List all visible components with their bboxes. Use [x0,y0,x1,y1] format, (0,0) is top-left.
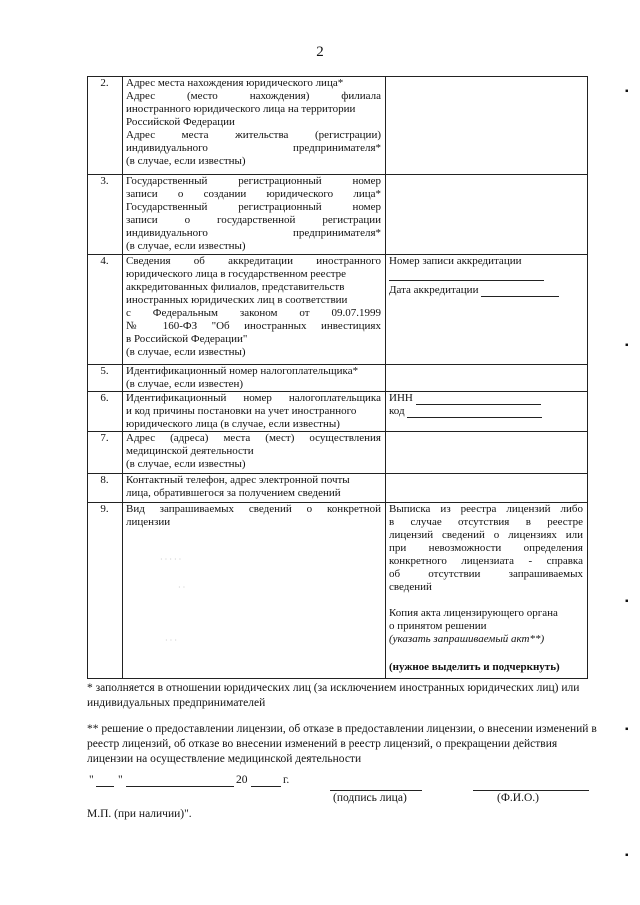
accreditation-number-label: Номер записи аккредитации [389,255,522,267]
scan-edge-mark: ▪ [625,340,629,351]
desc-line: записи о создании юридического лица* [126,188,381,200]
desc-line: Адрес (место нахождения) филиала [126,90,381,102]
date-year-suffix: г. [283,774,290,786]
desc-line: Адрес (адреса) места (мест) осуществления [126,432,381,444]
table-row [88,474,588,503]
footnote-legal-entities: * заполняется в отношении юридических лиц (за исключением иностранных юридических лиц) или индивидуальных предпринимателей [87,682,580,709]
row-value-cell[interactable] [386,432,588,474]
row-value-cell[interactable] [386,175,588,255]
row-number: 2. [88,77,123,175]
desc-line: индивидуального предпринимателя* [126,142,381,154]
table-row [88,503,588,679]
row-value-cell[interactable] [386,503,588,679]
date-year-prefix: 20 [236,774,248,786]
row-number: 5. [88,365,123,392]
row-number: 9. [88,503,123,679]
row-value-cell[interactable] [386,474,588,503]
table-row [88,77,588,175]
inn-field[interactable] [416,394,541,405]
inn-label: ИНН [389,392,413,404]
row-number: 3. [88,175,123,255]
option-line: при невозможности определения [389,542,583,554]
desc-line: Государственный регистрационный номер [126,201,381,213]
row-description [123,255,386,365]
row-description [123,474,386,503]
accreditation-date-label: Дата аккредитации [389,284,479,296]
date-month-field[interactable] [126,786,234,787]
desc-line: в Российской Федерации" [126,333,248,345]
row-description [123,77,386,175]
row-description [123,175,386,255]
desc-line: индивидуального предпринимателя* [126,227,381,239]
desc-line: лица, обратившегося за получением сведений [126,487,341,499]
desc-line: Контактный телефон, адрес электронной почты [126,474,350,486]
table-row [88,432,588,474]
desc-line: № 160-ФЗ "Об иностранных инвестициях [126,320,381,332]
desc-line: иностранного юридического лица на территории [126,103,356,115]
desc-line: (в случае, если известны) [126,346,246,358]
row-number: 4. [88,255,123,365]
row-number: 7. [88,432,123,474]
desc-line: Идентификационный номер налогоплательщика* [126,365,359,377]
desc-line: юридического лица (в случае, если известны) [126,418,340,430]
stamp-note: М.П. (при наличии)". [87,808,192,820]
date-quote-open: " [89,774,94,786]
desc-line: (в случае, если известны) [126,458,246,470]
desc-line: Адрес места жительства (регистрации) [126,129,381,141]
desc-line: аккредитованных филиалов, представительств [126,281,345,293]
desc-line: Идентификационный номер налогоплательщика [126,392,381,404]
scan-artifact: · · · · · [160,555,182,564]
desc-line: Адрес места нахождения юридического лица* [126,77,344,89]
row-description [123,365,386,392]
signature-label: (подпись лица) [333,792,407,804]
row-value-cell[interactable] [386,365,588,392]
option-line: (указать запрашиваемый акт**) [389,633,545,645]
desc-line: лицензии [126,516,171,528]
desc-line: Сведения об аккредитации иностранного [126,255,381,267]
desc-line: записи о государственной регистрации [126,214,381,226]
code-label: код [389,405,405,417]
desc-line: (в случае, если известен) [126,378,244,390]
row-number: 6. [88,392,123,432]
date-day-field[interactable] [96,786,114,787]
accreditation-date-field[interactable] [481,286,559,297]
option-line: конкретного лицензиата - справка [389,555,583,567]
scan-artifact: · · [178,583,186,592]
scan-artifact: · · · [165,636,177,645]
scan-edge-mark: ▪ [625,86,629,97]
row-value-cell[interactable] [386,77,588,175]
accreditation-number-field[interactable] [389,270,544,281]
desc-line: иностранных юридических лиц в соответствии [126,294,348,306]
row-description [123,503,386,679]
signature-field[interactable] [330,790,422,791]
option-line: в случае отсутствия в реестре [389,516,583,528]
row-value-cell[interactable] [386,255,588,365]
request-form-table [87,76,588,679]
option-line: о принятом решении [389,620,487,632]
date-quote-close: " [118,774,123,786]
option-line: лицензий сведений о лицензиях или [389,529,583,541]
selection-instruction: (нужное выделить и подчеркнуть) [389,661,560,673]
option-line: Выписка из реестра лицензий либо [389,503,583,515]
desc-line: Вид запрашиваемых сведений о конкретной [126,503,381,515]
date-year-field[interactable] [251,786,281,787]
desc-line: с Федеральным законом от 09.07.1999 [126,307,381,319]
full-name-label: (Ф.И.О.) [497,792,539,804]
scan-edge-mark: ▪ [625,850,629,861]
desc-line: Государственный регистрационный номер [126,175,381,187]
option-line: сведений [389,581,432,593]
table-row [88,255,588,365]
desc-line: медицинской деятельности [126,445,254,457]
desc-line: и код причины постановки на учет иностранного [126,405,357,417]
table-row [88,175,588,255]
table-row [88,365,588,392]
page-number: 2 [316,44,324,60]
code-field[interactable] [407,407,542,418]
scan-edge-mark: ▪ [625,724,629,735]
desc-line: (в случае, если известны) [126,240,246,252]
option-line: об отсутствии запрашиваемых [389,568,583,580]
desc-line: Российской Федерации [126,116,235,128]
option-line: Копия акта лицензирующего органа [389,607,558,619]
full-name-field[interactable] [473,790,589,791]
row-description [123,392,386,432]
row-description [123,432,386,474]
table-row [88,392,588,432]
footnote-decisions: ** решение о предоставлении лицензии, об отказе в предоставлении лицензии, о внесении изменений в реестр лицензий, об отказе во внесении изменений в реестр лицензий, о прекращении действия лицензии на осуществление медицинской деятельности [87,723,597,765]
row-number: 8. [88,474,123,503]
row-value-cell[interactable] [386,392,588,432]
desc-line: юридического лица в государственном реестре [126,268,347,280]
scan-edge-mark: ▪ [625,596,629,607]
desc-line: (в случае, если известны) [126,155,246,167]
